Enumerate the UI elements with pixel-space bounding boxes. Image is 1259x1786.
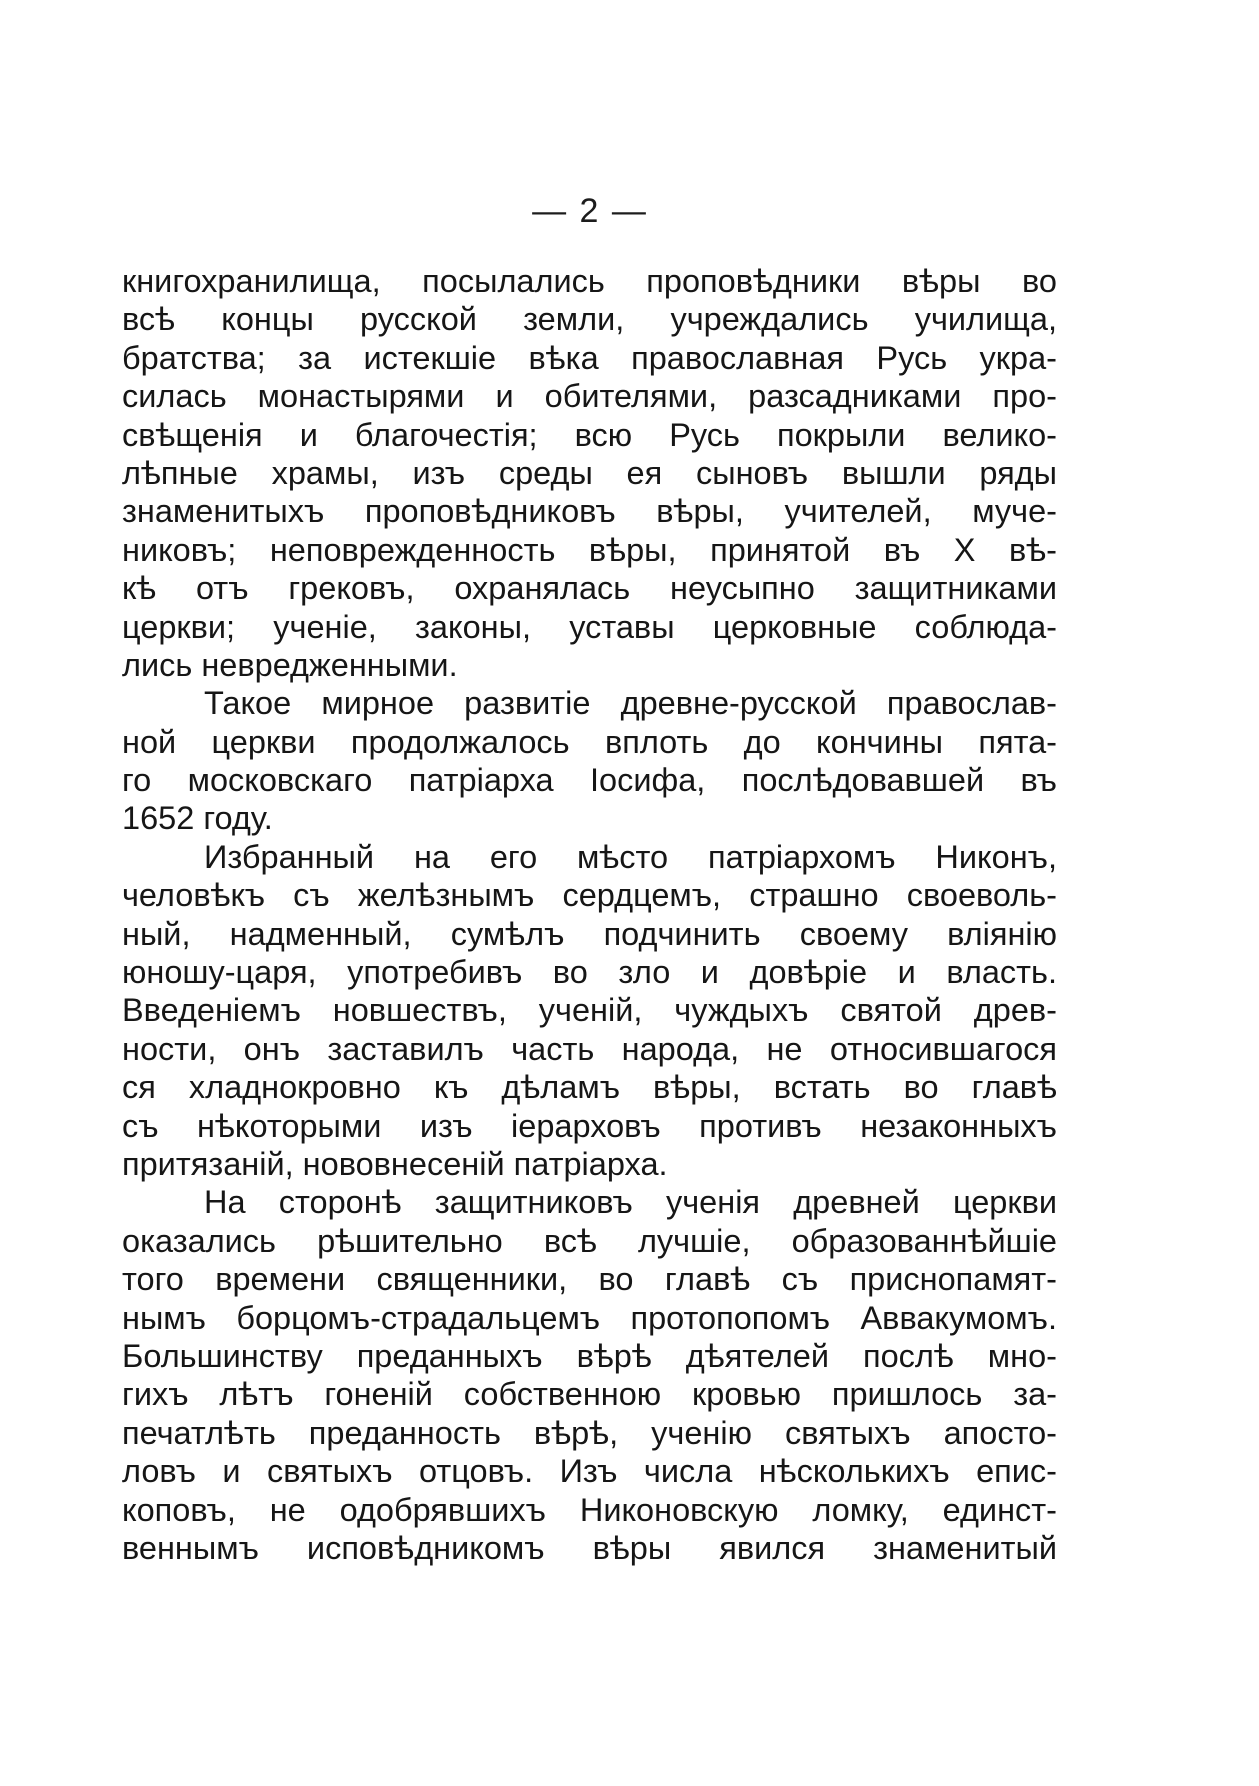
text-line: ности, онъ заставилъ часть народа, не относившагося <box>122 1030 1057 1067</box>
text-line: Введенiемъ новшествъ, ученiй, чуждыхъ святой древ- <box>122 992 1057 1029</box>
text-line: лѣпные храмы, изъ среды ея сыновъ вышли ряды <box>122 454 1057 491</box>
text-line: братства; за истекшiе вѣка православная Русь укра- <box>122 339 1057 376</box>
text-line: ловъ и святыхъ отцовъ. Изъ числа нѣсколькихъ епис- <box>122 1453 1057 1490</box>
text-line: нымъ борцомъ-страдальцемъ протопопомъ Аввакумомъ. <box>122 1299 1057 1336</box>
paragraph <box>122 684 1057 838</box>
text-line: Такое мирное развитiе древне-русской православ- <box>204 685 1057 722</box>
text-line: никовъ; неповрежденность вѣры, принятой въ X вѣ- <box>122 531 1057 568</box>
text-line: оказались рѣшительно всѣ лучшiе, образованнѣйшiе <box>122 1222 1057 1259</box>
paragraph <box>122 838 1057 1184</box>
text-line: притязанiй, нововнесенiй патрiарха. <box>122 1145 668 1182</box>
text-line: ся хладнокровно къ дѣламъ вѣры, встать во главѣ <box>122 1069 1057 1106</box>
body-text <box>122 262 1057 1567</box>
text-line: всѣ концы русской земли, учреждались училища, <box>122 301 1057 338</box>
text-line: Избранный на его мѣсто патрiархомъ Никонъ, <box>204 838 1057 875</box>
text-line: печатлѣть преданность вѣрѣ, ученiю святыхъ апосто- <box>122 1414 1057 1451</box>
text-line: На сторонѣ защитниковъ ученiя древней церкви <box>204 1184 1057 1221</box>
text-line: коповъ, не одобрявшихъ Никоновскую ломку, единст- <box>122 1491 1057 1528</box>
text-line: человѣкъ съ желѣзнымъ сердцемъ, страшно своеволь- <box>122 877 1057 914</box>
text-line: го московскаго патрiарха Iосифа, послѣдовавшей въ <box>122 762 1057 799</box>
text-line: Большинству преданныхъ вѣрѣ дѣятелей послѣ мно- <box>122 1337 1057 1374</box>
page-number: — 2 — <box>532 192 648 230</box>
text-line: веннымъ исповѣдникомъ вѣры явился знаменитый <box>122 1529 1057 1566</box>
text-line: лись невредженными. <box>122 646 458 683</box>
text-line: кѣ отъ грековъ, охранялась неусыпно защитниками <box>122 570 1057 607</box>
paragraph <box>122 262 1057 684</box>
text-line: силась монастырями и обителями, разсадниками про- <box>122 378 1057 415</box>
text-line: гихъ лѣтъ гоненiй собственною кровью пришлось за- <box>122 1376 1057 1413</box>
paragraph <box>122 1183 1057 1567</box>
text-line: книгохранилища, посылались проповѣдники вѣры во <box>122 263 1057 299</box>
text-line: знаменитыхъ проповѣдниковъ вѣры, учителей, муче- <box>122 493 1057 530</box>
text-line: ной церкви продолжалось вплоть до кончины пята- <box>122 723 1057 760</box>
text-line: ный, надменный, сумѣлъ подчинить своему влiянiю <box>122 915 1057 952</box>
text-line: юношу-царя, употребивъ во зло и довѣрiе и власть. <box>122 954 1057 991</box>
text-line: церкви; ученiе, законы, уставы церковные соблюда- <box>122 608 1057 645</box>
text-line: того времени священники, во главѣ съ приснопамят- <box>122 1261 1057 1298</box>
text-line: свѣщенiя и благочестiя; всю Русь покрыли велико- <box>122 416 1057 453</box>
text-line: 1652 году. <box>122 800 273 837</box>
text-line: съ нѣкоторыми изъ iерарховъ противъ незаконныхъ <box>122 1107 1057 1144</box>
